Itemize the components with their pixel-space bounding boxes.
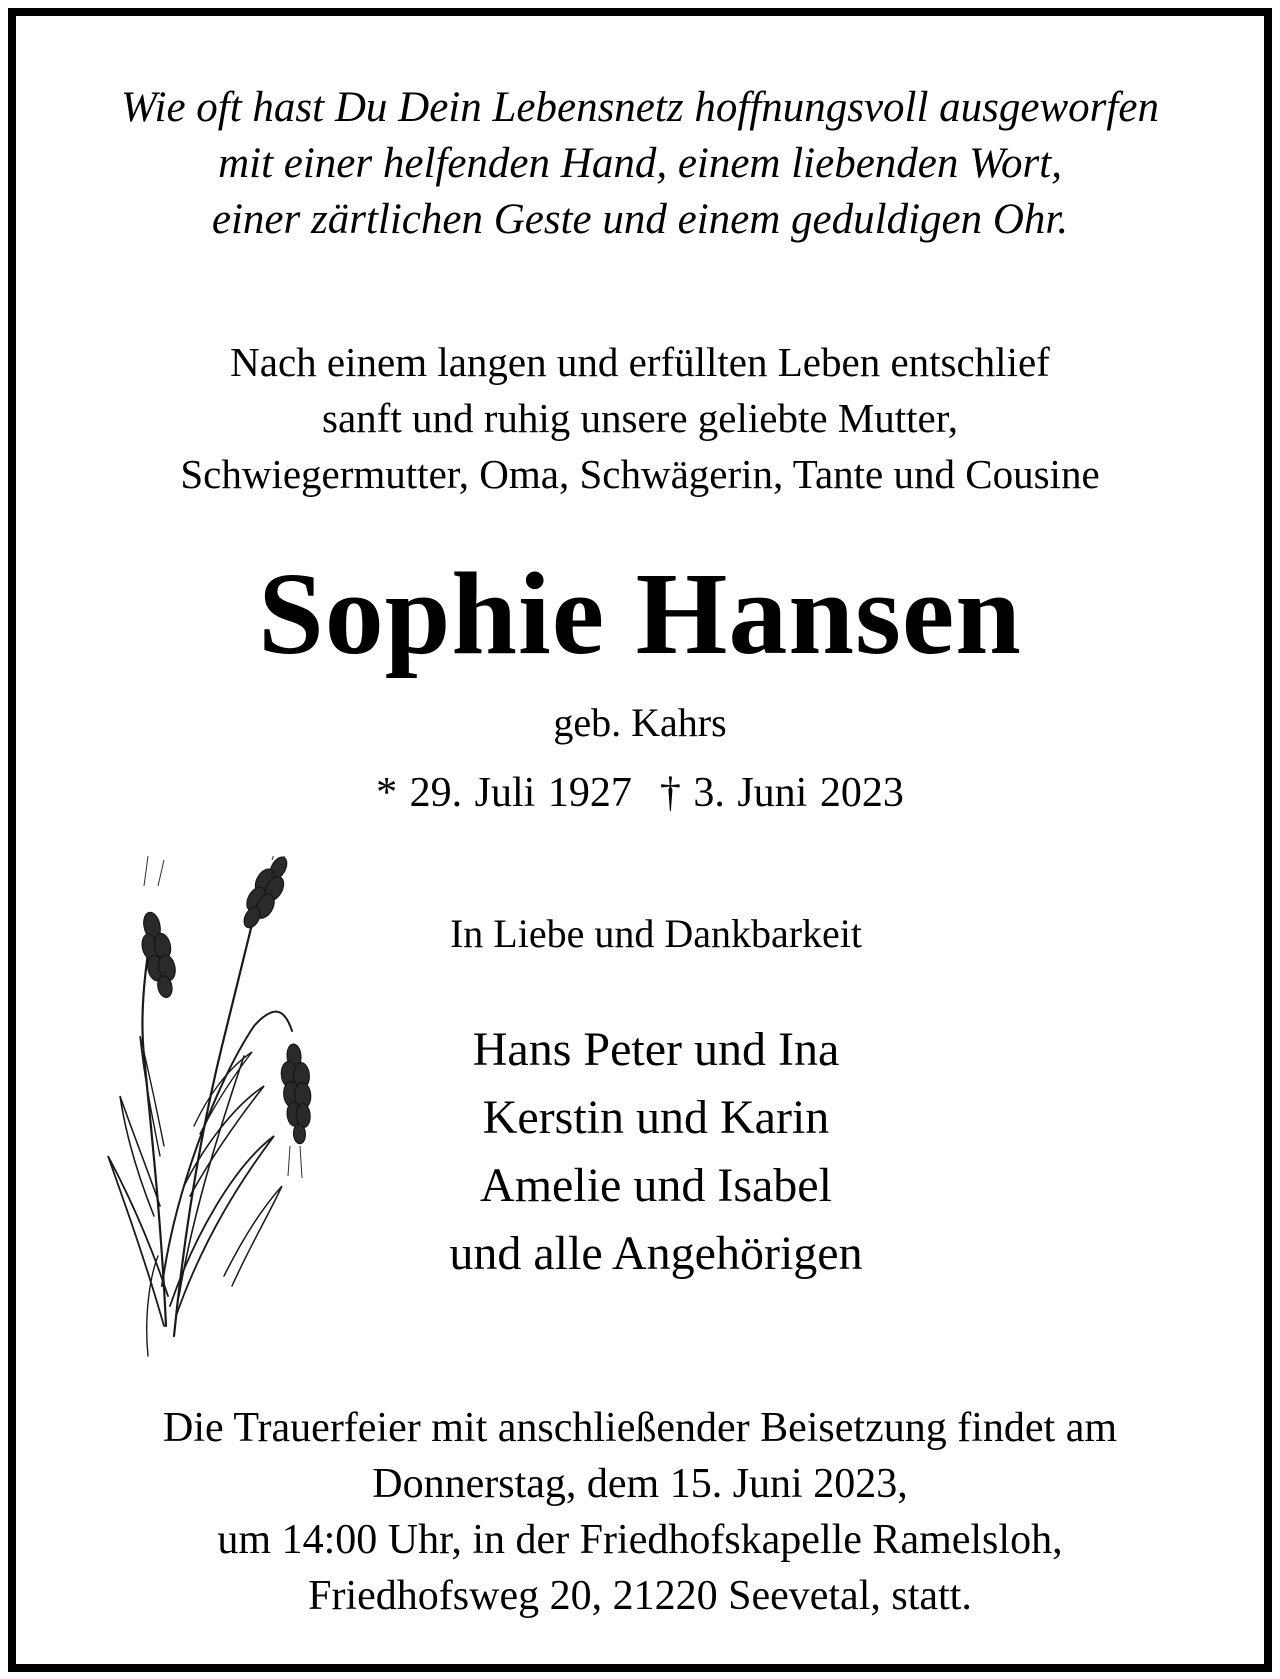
- life-dates: [16, 766, 1264, 820]
- family-member: Hans Peter und Ina: [472, 1023, 840, 1076]
- dedication: In Liebe und Dankbarkeit: [449, 911, 863, 956]
- poem-line: einer zärtlichen Geste und einem geduldigen Ohr.: [211, 196, 1069, 243]
- death-date: † 3. Juni 2023: [659, 770, 904, 816]
- intro-line: sanft und ruhig unsere geliebte Mutter,: [322, 395, 958, 441]
- ceremony-line: um 14:00 Uhr, in der Friedhofskapelle Ramelsloh,: [217, 1517, 1063, 1563]
- family-member: Amelie und Isabel: [480, 1159, 832, 1212]
- birth-date: * 29. Juli 1927: [376, 770, 632, 816]
- family-member: Kerstin und Karin: [482, 1091, 830, 1144]
- poem-line: Wie oft hast Du Dein Lebensnetz hoffnungsvoll ausgeworfen: [121, 84, 1159, 131]
- ceremony-line: Donnerstag, dem 15. Juni 2023,: [372, 1461, 908, 1507]
- birth-name: geb. Kahrs: [553, 700, 727, 745]
- intro-text: [16, 334, 1264, 502]
- intro-line: Schwiegermutter, Oma, Schwägerin, Tante und Cousine: [180, 451, 1100, 497]
- intro-line: Nach einem langen und erfüllten Leben entschlief: [230, 339, 1050, 385]
- ceremony-line: Die Trauerfeier mit anschließender Beisetzung findet am: [162, 1405, 1118, 1451]
- ceremony-info: [16, 1400, 1264, 1624]
- family-member: und alle Angehörigen: [449, 1227, 863, 1280]
- obituary-frame: [8, 8, 1272, 1672]
- poem-line: mit einer helfenden Hand, einem liebenden Wort,: [218, 140, 1062, 187]
- deceased-name: Sophie Hansen: [258, 548, 1022, 679]
- ceremony-line: Friedhofsweg 20, 21220 Seevetal, statt.: [308, 1573, 972, 1619]
- poem: [16, 80, 1264, 248]
- family-list: [236, 1016, 1076, 1288]
